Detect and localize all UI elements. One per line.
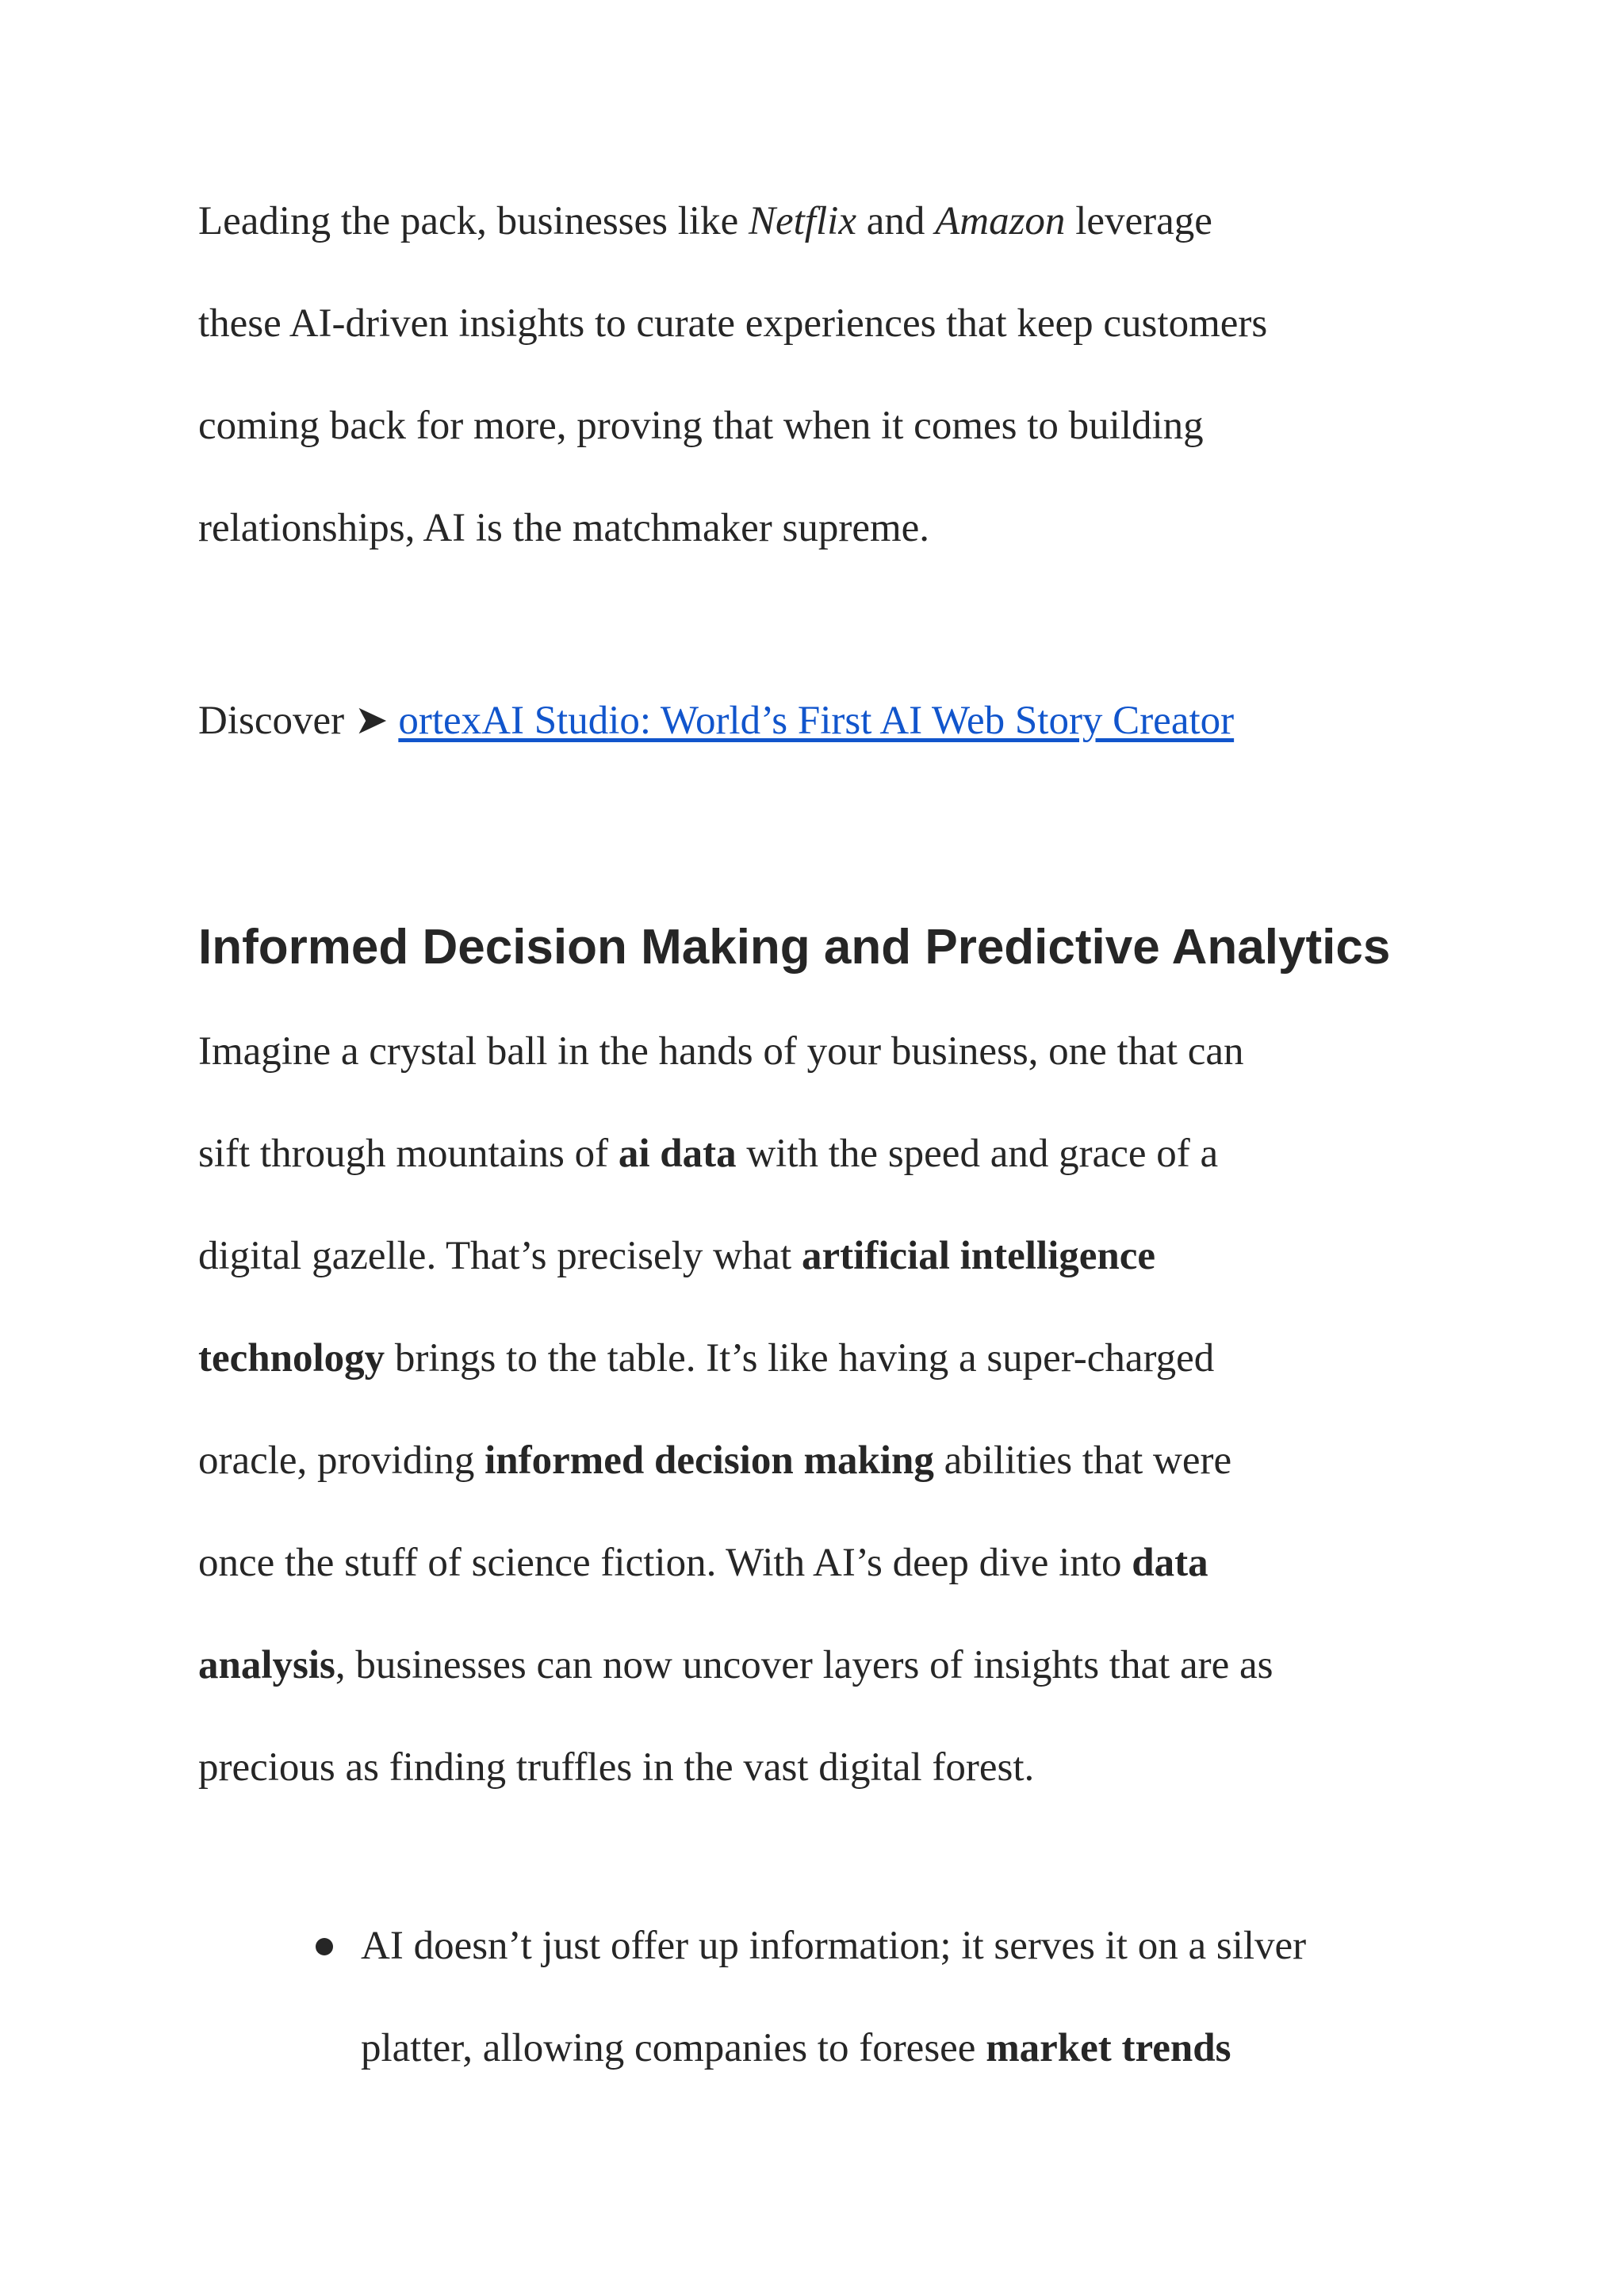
list-item <box>198 1895 1435 2100</box>
netflix-emphasis: Netflix <box>748 199 856 243</box>
bold-term: market trends <box>986 2026 1231 2070</box>
paragraph-line: precious as finding truffles in the vast digital forest. <box>198 1745 1035 1790</box>
section-heading: Informed Decision Making and Predictive Analytics <box>198 920 1391 975</box>
text-run: abilities that were <box>933 1438 1232 1483</box>
text-run: brings to the table. It’s like having a super-charged <box>385 1336 1215 1381</box>
amazon-emphasis: Amazon <box>935 199 1066 243</box>
text-run: digital gazelle. That’s precisely what <box>198 1234 802 1278</box>
paragraph-line: these AI-driven insights to curate experiences that keep customers <box>198 301 1268 346</box>
paragraph-line <box>198 1308 1435 1410</box>
bold-term: ai data <box>618 1132 737 1176</box>
body-paragraph <box>198 1001 1435 1819</box>
text-run: Leading the pack, businesses like <box>198 199 749 243</box>
paragraph-line <box>198 1103 1435 1205</box>
discover-row <box>198 670 1435 772</box>
paragraph-line <box>198 170 1435 273</box>
discover-link[interactable]: ortexAI Studio: World’s First AI Web Story Creator <box>398 699 1235 743</box>
bold-term: technology <box>198 1336 385 1381</box>
text-run: leverage <box>1065 199 1212 243</box>
text-run: once the stuff of science fiction. With AI’s deep dive into <box>198 1541 1132 1585</box>
text-run: sift through mountains of <box>198 1132 619 1176</box>
bullet-line <box>361 1997 1435 2100</box>
discover-line <box>198 670 1435 772</box>
bold-term: data <box>1132 1541 1208 1585</box>
text-run: , businesses can now uncover layers of insights that are as <box>335 1643 1274 1687</box>
bold-term: artificial intelligence <box>801 1234 1156 1278</box>
paragraph-line <box>198 1205 1435 1308</box>
bullet-line: AI doesn’t just offer up information; it serves it on a silver <box>361 1924 1307 1968</box>
paragraph-line <box>198 1614 1435 1717</box>
paragraph-line: coming back for more, proving that when it comes to building <box>198 404 1204 448</box>
paragraph-line <box>198 1410 1435 1512</box>
text-run: oracle, providing <box>198 1438 485 1483</box>
text-run: with the speed and grace of a <box>736 1132 1219 1176</box>
text-run: and <box>856 199 936 243</box>
paragraph-line: Imagine a crystal ball in the hands of your business, one that can <box>198 1029 1244 1074</box>
text-run: platter, allowing companies to foresee <box>361 2026 986 2070</box>
bullet-list <box>198 1895 1435 2100</box>
bullet-dot-icon <box>316 1938 333 1955</box>
bold-term: informed decision making <box>485 1438 934 1483</box>
paragraph-line <box>198 1512 1435 1614</box>
paragraph-line: relationships, AI is the matchmaker supreme. <box>198 506 930 550</box>
intro-paragraph <box>198 170 1435 580</box>
discover-prefix: Discover ➤ <box>198 699 399 743</box>
bold-term: analysis <box>198 1643 335 1687</box>
